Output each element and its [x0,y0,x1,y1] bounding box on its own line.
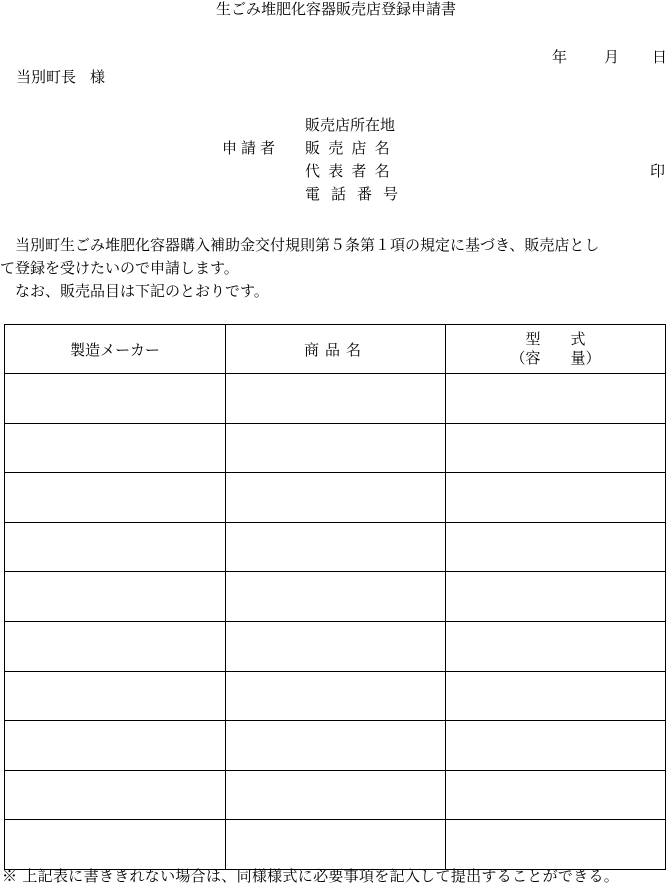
sales-items-table [4,324,666,870]
cell-type-capacity[interactable] [446,522,666,572]
body-line-1: 当別町生ごみ堆肥化容器購入補助金交付規則第５条第１項の規定に基づき、販売店とし [0,236,600,254]
table-row [5,473,666,523]
header-maker: 製造メーカー [5,325,226,374]
footnote: ※ 上記表に書ききれない場合は、同様様式に必要事項を記入して提出することができる。 [2,867,620,885]
cell-product-name[interactable] [226,522,446,572]
cell-type-capacity[interactable] [446,671,666,721]
cell-product-name[interactable] [226,671,446,721]
table-row [5,621,666,671]
field-representative: 代表者名 [305,162,398,180]
cell-maker[interactable] [5,423,226,473]
table-body [5,374,666,870]
applicant-label: 申請者 [222,139,280,157]
cell-maker[interactable] [5,721,226,771]
cell-product-name[interactable] [226,473,446,523]
cell-type-capacity[interactable] [446,721,666,771]
cell-maker[interactable] [5,572,226,622]
table-row [5,522,666,572]
field-shop-name: 販売店名 [305,139,398,157]
seal-mark: 印 [650,162,666,180]
cell-product-name[interactable] [226,820,446,870]
cell-product-name[interactable] [226,572,446,622]
header-type-capacity [446,325,666,374]
cell-product-name[interactable] [226,770,446,820]
cell-type-capacity[interactable] [446,572,666,622]
cell-type-capacity[interactable] [446,820,666,870]
table-row [5,820,666,870]
cell-maker[interactable] [5,770,226,820]
addressee-honorific: 様 [90,68,106,86]
table-row [5,770,666,820]
date-day-label: 日 [652,48,668,66]
cell-product-name[interactable] [226,423,446,473]
body-line-3: なお、販売品目は下記のとおりです。 [0,282,269,300]
cell-type-capacity[interactable] [446,621,666,671]
addressee-name: 当別町長 [16,68,77,86]
table-row [5,671,666,721]
cell-maker[interactable] [5,473,226,523]
cell-product-name[interactable] [226,721,446,771]
field-phone: 電話番号 [305,185,410,203]
header-product-name: 商品名 [226,325,446,374]
header-type-line-2: （容 量） [510,349,601,367]
cell-product-name[interactable] [226,621,446,671]
cell-maker[interactable] [5,671,226,721]
table-row [5,572,666,622]
date-year-label: 年 [552,48,568,66]
date-month-label: 月 [604,48,620,66]
header-type-line-1: 型 式 [525,330,586,348]
body-line-2: て登録を受けたいので申請します。 [0,259,239,277]
cell-type-capacity[interactable] [446,374,666,424]
body-text [0,234,672,303]
table-row [5,374,666,424]
cell-type-capacity[interactable] [446,423,666,473]
cell-type-capacity[interactable] [446,473,666,523]
cell-type-capacity[interactable] [446,770,666,820]
field-shop-address: 販売店所在地 [305,116,396,134]
cell-maker[interactable] [5,522,226,572]
cell-maker[interactable] [5,621,226,671]
table-header-row [5,325,666,374]
cell-maker[interactable] [5,820,226,870]
table-row [5,423,666,473]
addressee [16,70,105,85]
cell-product-name[interactable] [226,374,446,424]
cell-maker[interactable] [5,374,226,424]
document-title: 生ごみ堆肥化容器販売店登録申請書 [215,0,456,18]
table-row [5,721,666,771]
